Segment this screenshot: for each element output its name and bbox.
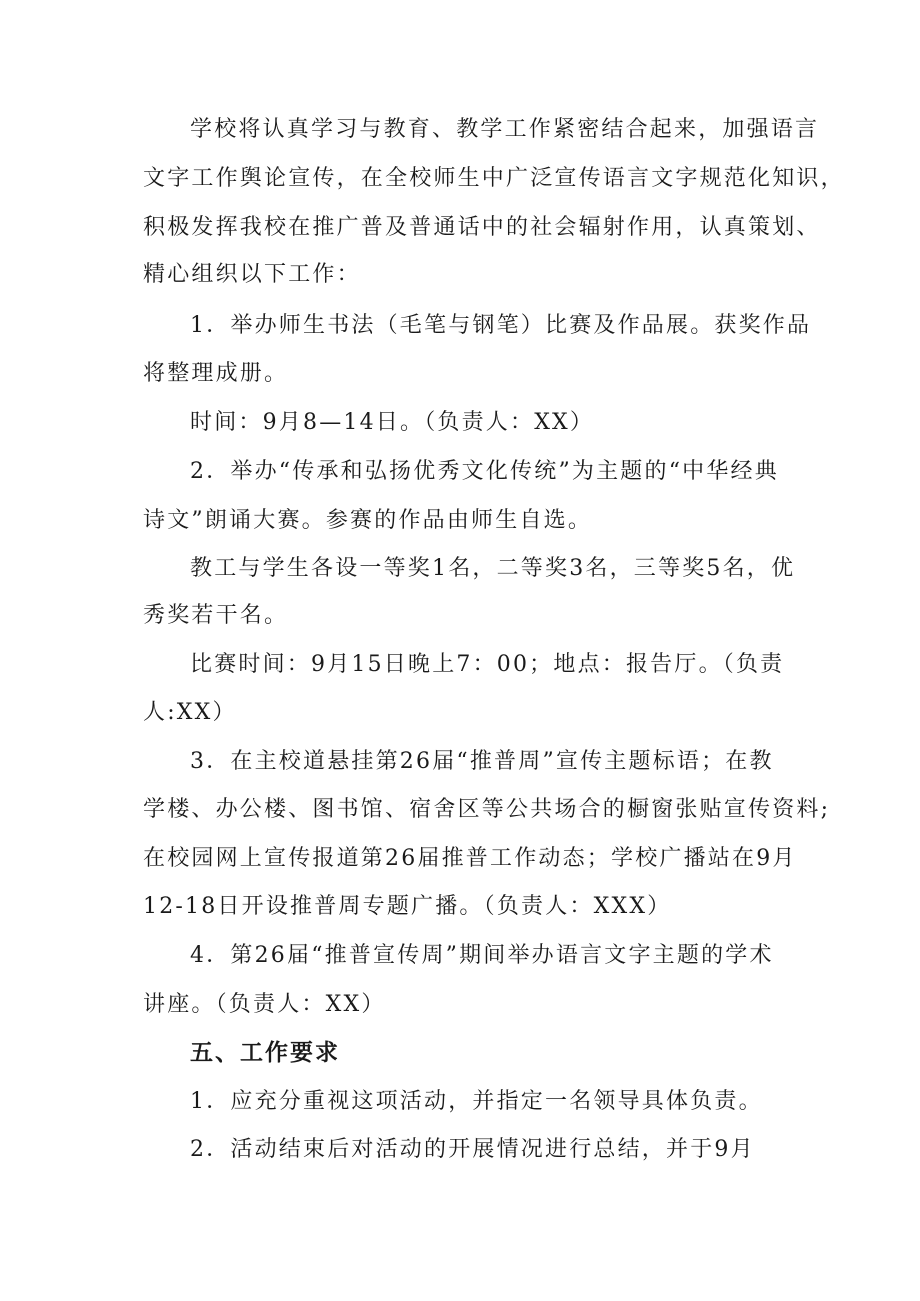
item2-line-2: 诗文”朗诵大赛。参赛的作品由师生自选。 xyxy=(143,508,593,533)
item3-line-1: 3．在主校道悬挂第26届“推普周”宣传主题标语；在教 xyxy=(190,749,774,774)
item4-line-1: 4．第26届“推普宣传周”期间举办语言文字主题的学术 xyxy=(190,943,774,968)
item3-line-4: 12-18日开设推普周专题广播。（负责人：XXX） xyxy=(143,894,672,919)
intro-line-2: 文字工作舆论宣传，在全校师生中广泛宣传语言文字规范化知识， xyxy=(143,166,845,191)
item1-time: 时间：9月8—14日。（负责人：XX） xyxy=(190,410,595,435)
item1-line-1: 1．举办师生书法（毛笔与钢笔）比赛及作品展。获奖作品 xyxy=(190,313,812,338)
requirement-1: 1．应充分重视这项活动，并指定一名领导具体负责。 xyxy=(190,1089,763,1114)
item3-line-2: 学楼、办公楼、图书馆、宿舍区等公共场合的橱窗张贴宣传资料; xyxy=(143,797,831,822)
item1-line-2: 将整理成册。 xyxy=(143,361,289,386)
intro-line-4: 精心组织以下工作： xyxy=(143,262,361,287)
item4-line-2: 讲座。（负责人：XX） xyxy=(143,992,386,1017)
item2-awards-line-2: 秀奖若干名。 xyxy=(143,603,289,628)
intro-line-3: 积极发挥我校在推广普及普通话中的社会辐射作用，认真策划、 xyxy=(143,215,821,240)
item3-line-3: 在校园网上宣传报道第26届推普工作动态；学校广播站在9月 xyxy=(143,846,797,871)
requirement-2: 2．活动结束后对活动的开展情况进行总结，并于9月 xyxy=(190,1137,755,1162)
section-5-heading: 五、工作要求 xyxy=(190,1040,340,1066)
item2-awards-line-1: 教工与学生各设一等奖1名，二等奖3名，三等奖5名，优 xyxy=(190,556,796,581)
item2-line-1: 2．举办“传承和弘扬优秀文化传统”为主题的“中华经典 xyxy=(190,459,779,484)
item2-time-line-1: 比赛时间：9月15日晚上7：00；地点：报告厅。（负责 xyxy=(190,652,785,677)
intro-line-1: 学校将认真学习与教育、教学工作紧密结合起来，加强语言 xyxy=(190,117,820,142)
item2-time-line-2: 人:XX） xyxy=(143,700,237,725)
